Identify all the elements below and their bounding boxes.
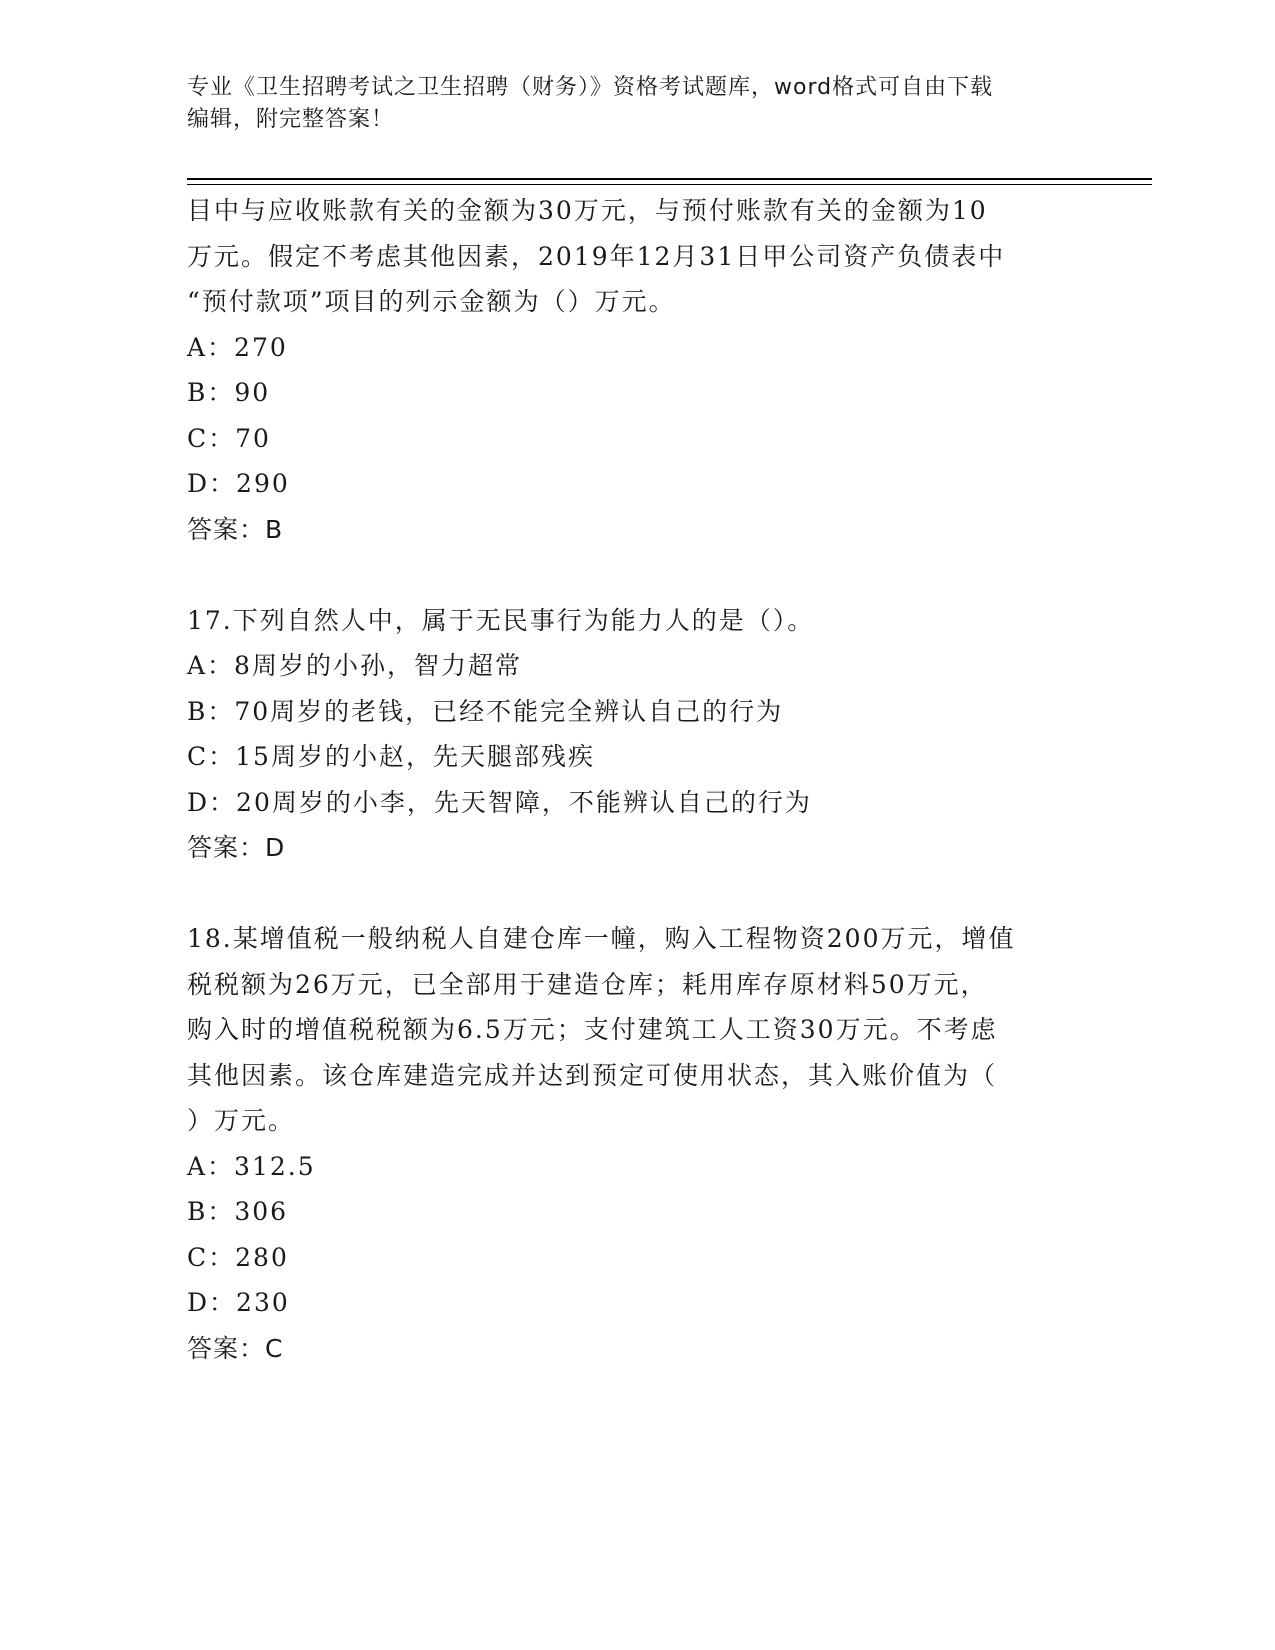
spacer xyxy=(187,871,1087,917)
header-divider-thin xyxy=(187,184,1152,185)
option-c: C：15周岁的小赵，先天腿部残疾 xyxy=(187,742,595,771)
question-stem-line: 税税额为26万元，已全部用于建造仓库；耗用库存原材料50万元， xyxy=(187,969,988,999)
question-stem-line: 目中与应收账款有关的金额为30万元，与预付账款有关的金额为10 xyxy=(187,196,988,225)
question-stem-line: 18.某增值税一般纳税人自建仓库一幢，购入工程物资200万元，增值 xyxy=(187,924,1016,953)
question-stem-line: 购入时的增值税税额为6.5万元；支付建筑工人工资30万元。不考虑 xyxy=(187,1015,998,1044)
option-b: B：70周岁的老钱，已经不能完全辨认自己的行为 xyxy=(187,696,784,726)
question-17 xyxy=(187,598,1087,871)
option-c: C：280 xyxy=(187,1242,289,1272)
header-line-2: 编辑，附完整答案！ xyxy=(187,107,395,132)
question-stem-line: “预付款项”项目的列示金额为（）万元。 xyxy=(187,287,676,316)
question-stem-line: 17.下列自然人中，属于无民事行为能力人的是（）。 xyxy=(187,605,815,635)
question-18 xyxy=(187,916,1087,1371)
answer-line: 答案：D xyxy=(187,833,286,862)
option-a: A：270 xyxy=(187,332,288,362)
question-stem-line: ）万元。 xyxy=(187,1106,296,1135)
document-header xyxy=(187,72,1087,136)
header-divider-thick xyxy=(187,178,1152,180)
option-d: D：20周岁的小李，先天智障，不能辨认自己的行为 xyxy=(187,787,812,817)
spacer xyxy=(187,552,1087,598)
option-b: B：90 xyxy=(187,378,271,407)
question-content xyxy=(187,188,1087,1371)
header-line-1: 专业《卫生招聘考试之卫生招聘（财务）》资格考试题库，word格式可自由下载 xyxy=(187,75,994,100)
question-16 xyxy=(187,188,1087,552)
option-c: C：70 xyxy=(187,423,271,453)
option-d: D：230 xyxy=(187,1288,290,1317)
question-stem-line: 其他因素。该仓库建造完成并达到预定可使用状态，其入账价值为（ xyxy=(187,1060,998,1090)
option-d: D：290 xyxy=(187,469,290,498)
answer-line: 答案：C xyxy=(187,1333,284,1363)
option-a: A：8周岁的小孙，智力超常 xyxy=(187,651,522,680)
question-stem-line: 万元。假定不考虑其他因素，2019年12月31日甲公司资产负债表中 xyxy=(187,241,1006,271)
answer-line: 答案：B xyxy=(187,514,284,544)
option-b: B：306 xyxy=(187,1197,289,1226)
option-a: A：312.5 xyxy=(187,1151,316,1181)
